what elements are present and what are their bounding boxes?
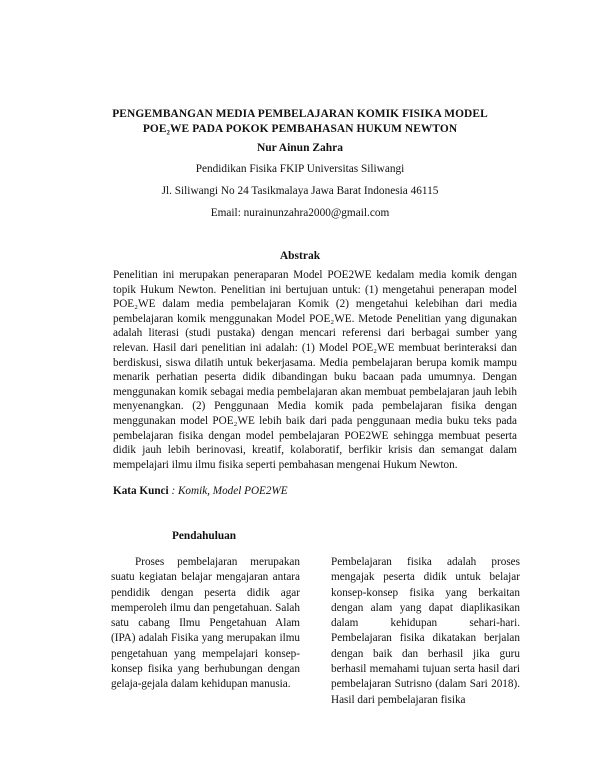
- keywords: [113, 485, 517, 497]
- keywords-value: : Komik, Model POE2WE: [171, 485, 288, 497]
- title-line-2: POE₂WE PADA POKOK PEMBAHASAN HUKUM NEWTON: [142, 123, 458, 135]
- title-line-1: PENGEMBANGAN MEDIA PEMBELAJARAN KOMIK FISIKA MODEL: [112, 108, 488, 120]
- author-name: Nur Ainun Zahra: [256, 142, 344, 154]
- paper-title: [90, 107, 510, 137]
- abstract-text: Penelitian ini merupakan peneraparan Model POE2WE kedalam media komik dengan topik Hukum Newton. Penelitian ini bertujuan untuk: (1) mengetahui penerapan model POE₂WE dalam media pembelajaran Komik (2) mengetahui kelebihan dari media pembelajaran komik menggunakan Model POE₂WE. Metode Penelitian yang digunakan adalah literasi (studi pustaka) dengan mencari referensi dari berbagai sumber yang relevan. Hasil dari penelitian ini adalah: (1) Model POE₂WE membuat berinteraksi dan berdiskusi, siswa dilatih untuk bekerjasama. Media pembelajaran berupa komik mampu menarik perhatian peserta didik dibandingan buku bacaan pada umumnya. Dengan menggunakan komik sebagai media pembelajaran akan membuat pembelajaran jauh lebih menyenangkan. (2) Penggunaan Media komik pada pembelajaran fisika dengan menggunakan model POE₂WE lebih baik dari pada penggunaan media buku teks pada pembelajaran fisika dengan model pembelajaran POE2WE sehingga membuat peserta didik jauh lebih berinovasi, kreatif, kolaboratif, berfikir krisis dan semangat dalam mempelajari ilmu ilmu fisika seperti pembahasan mengenai Hukum Newton.: [113, 269, 517, 471]
- section-heading: Pendahuluan: [172, 530, 237, 542]
- abstract-heading: Abstrak: [279, 250, 321, 262]
- affiliation: Pendidikan Fisika FKIP Universitas Siliwangi: [195, 163, 405, 175]
- email: Email: nurainunzahra2000@gmail.com: [210, 207, 390, 219]
- intro-left-column: Proses pembelajaran merupakan suatu kegiatan belajar mengajaran antara pendidik dengan peserta didik agar memperoleh ilmu dan pengetahuan. Salah satu cabang Ilmu Pengetahuan Alam (IPA) adalah Fisika yang merupakan ilmu pengetahuan yang mempelajari konsep-konsep fisika yang berhubungan dengan gelaja-gejala dalam kehidupan manusia.: [111, 556, 300, 691]
- intro-right-column: Pembelajaran fisika adalah proses mengajak peserta didik untuk belajar konsep-konsep fisika yang berkaitan dengan alam yang dapat diaplikasikan dalam kehidupan sehari-hari. Pembelajaran fisika dikatakan berjalan dengan baik dan berhasil jika guru berhasil memahami tujuan serta hasil dari pembelajaran Sutrisno (dalam Sari 2018). Hasil dari pembelajaran fisika: [331, 556, 520, 706]
- keywords-label: Kata Kunci: [113, 485, 169, 497]
- address: Jl. Siliwangi No 24 Tasikmalaya Jawa Barat Indonesia 46115: [161, 185, 439, 197]
